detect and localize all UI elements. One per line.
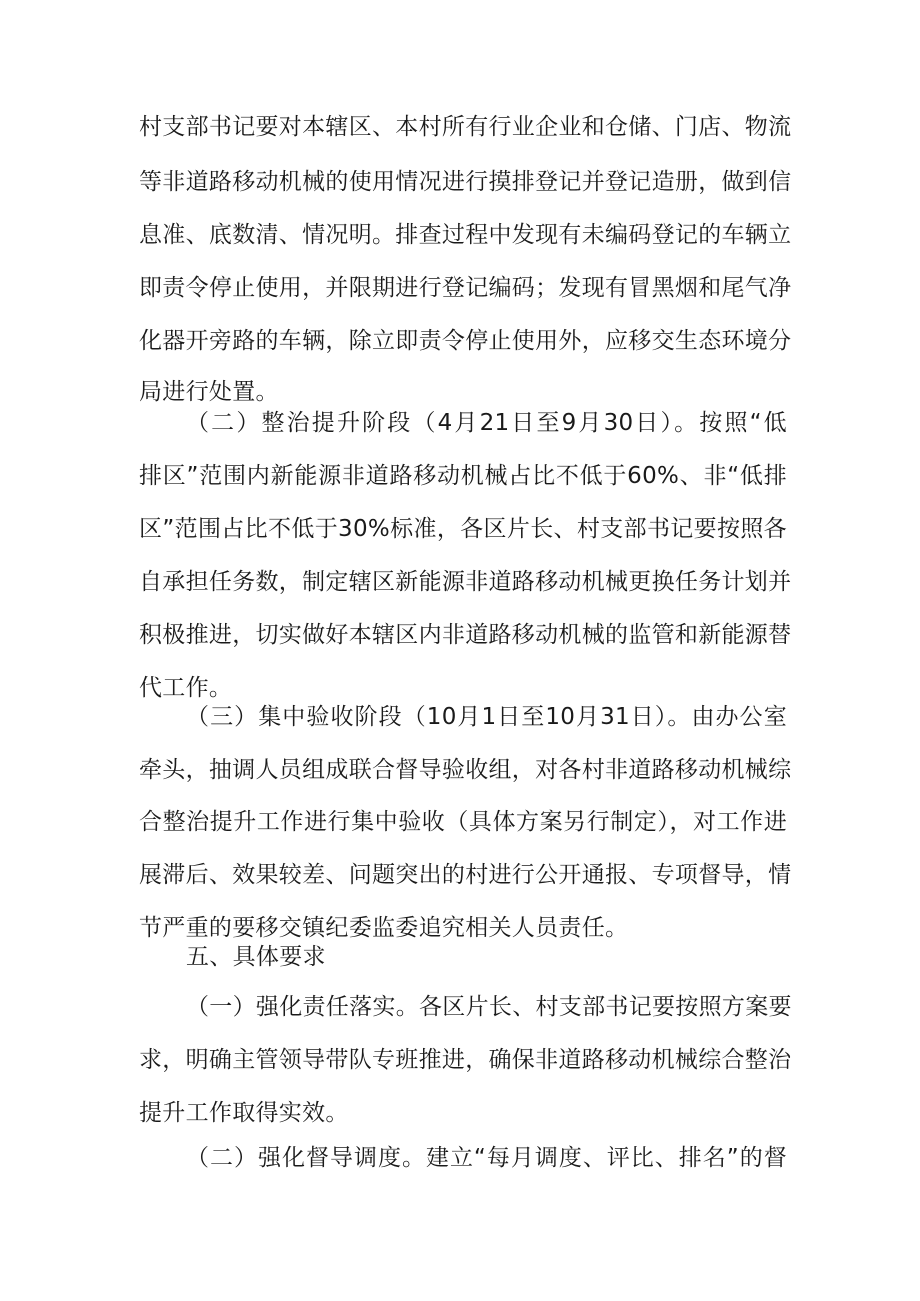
text-line: 局进行处置。 xyxy=(139,379,279,405)
text-line: 节严重的要移交镇纪委监委追究相关人员责任。 xyxy=(139,915,629,941)
text-line: 化器开旁路的车辆，除立即责令停止使用外，应移交生态环境分 xyxy=(139,328,792,354)
text-line: 积极推进，切实做好本辖区内非道路移动机械的监管和新能源替 xyxy=(139,622,792,648)
text-line: 即责令停止使用，并限期进行登记编码；发现有冒黑烟和尾气净 xyxy=(139,275,792,301)
text-line: 排区”范围内新能源非道路移动机械占比不低于60%、非“低排 xyxy=(139,463,787,489)
text-line: 息准、底数清、情况明。排查过程中发现有未编码登记的车辆立 xyxy=(139,222,792,248)
text-line: 村支部书记要对本辖区、本村所有行业企业和仓储、门店、物流 xyxy=(139,114,792,140)
paragraph-start-line: （三）集中验收阶段（10月1日至10月31日）。由办公室 xyxy=(186,704,787,730)
paragraph-start-line: （一）强化责任落实。各区片长、村支部书记要按照方案要 xyxy=(186,994,792,1020)
text-line: 牵头，抽调人员组成联合督导验收组，对各村非道路移动机械综 xyxy=(139,757,792,783)
text-line: 代工作。 xyxy=(139,675,233,701)
text-line: 自承担任务数，制定辖区新能源非道路移动机械更换任务计划并 xyxy=(139,569,792,595)
text-line: 提升工作取得实效。 xyxy=(139,1100,349,1126)
text-line: 求，明确主管领导带队专班推进，确保非道路移动机械综合整治 xyxy=(139,1047,792,1073)
paragraph-start-line: （二）强化督导调度。建立“每月调度、评比、排名”的督 xyxy=(186,1145,787,1171)
text-line: 等非道路移动机械的使用情况进行摸排登记并登记造册，做到信 xyxy=(139,169,792,195)
section-heading: 五、具体要求 xyxy=(186,944,326,970)
paragraph-start-line: （二）整治提升阶段（4月21日至9月30日）。按照“低 xyxy=(186,410,787,436)
text-line: 区”范围占比不低于30%标准，各区片长、村支部书记要按照各 xyxy=(139,516,787,542)
text-line: 合整治提升工作进行集中验收（具体方案另行制定），对工作进 xyxy=(139,809,787,835)
text-line: 展滞后、效果较差、问题突出的村进行公开通报、专项督导，情 xyxy=(139,862,792,888)
